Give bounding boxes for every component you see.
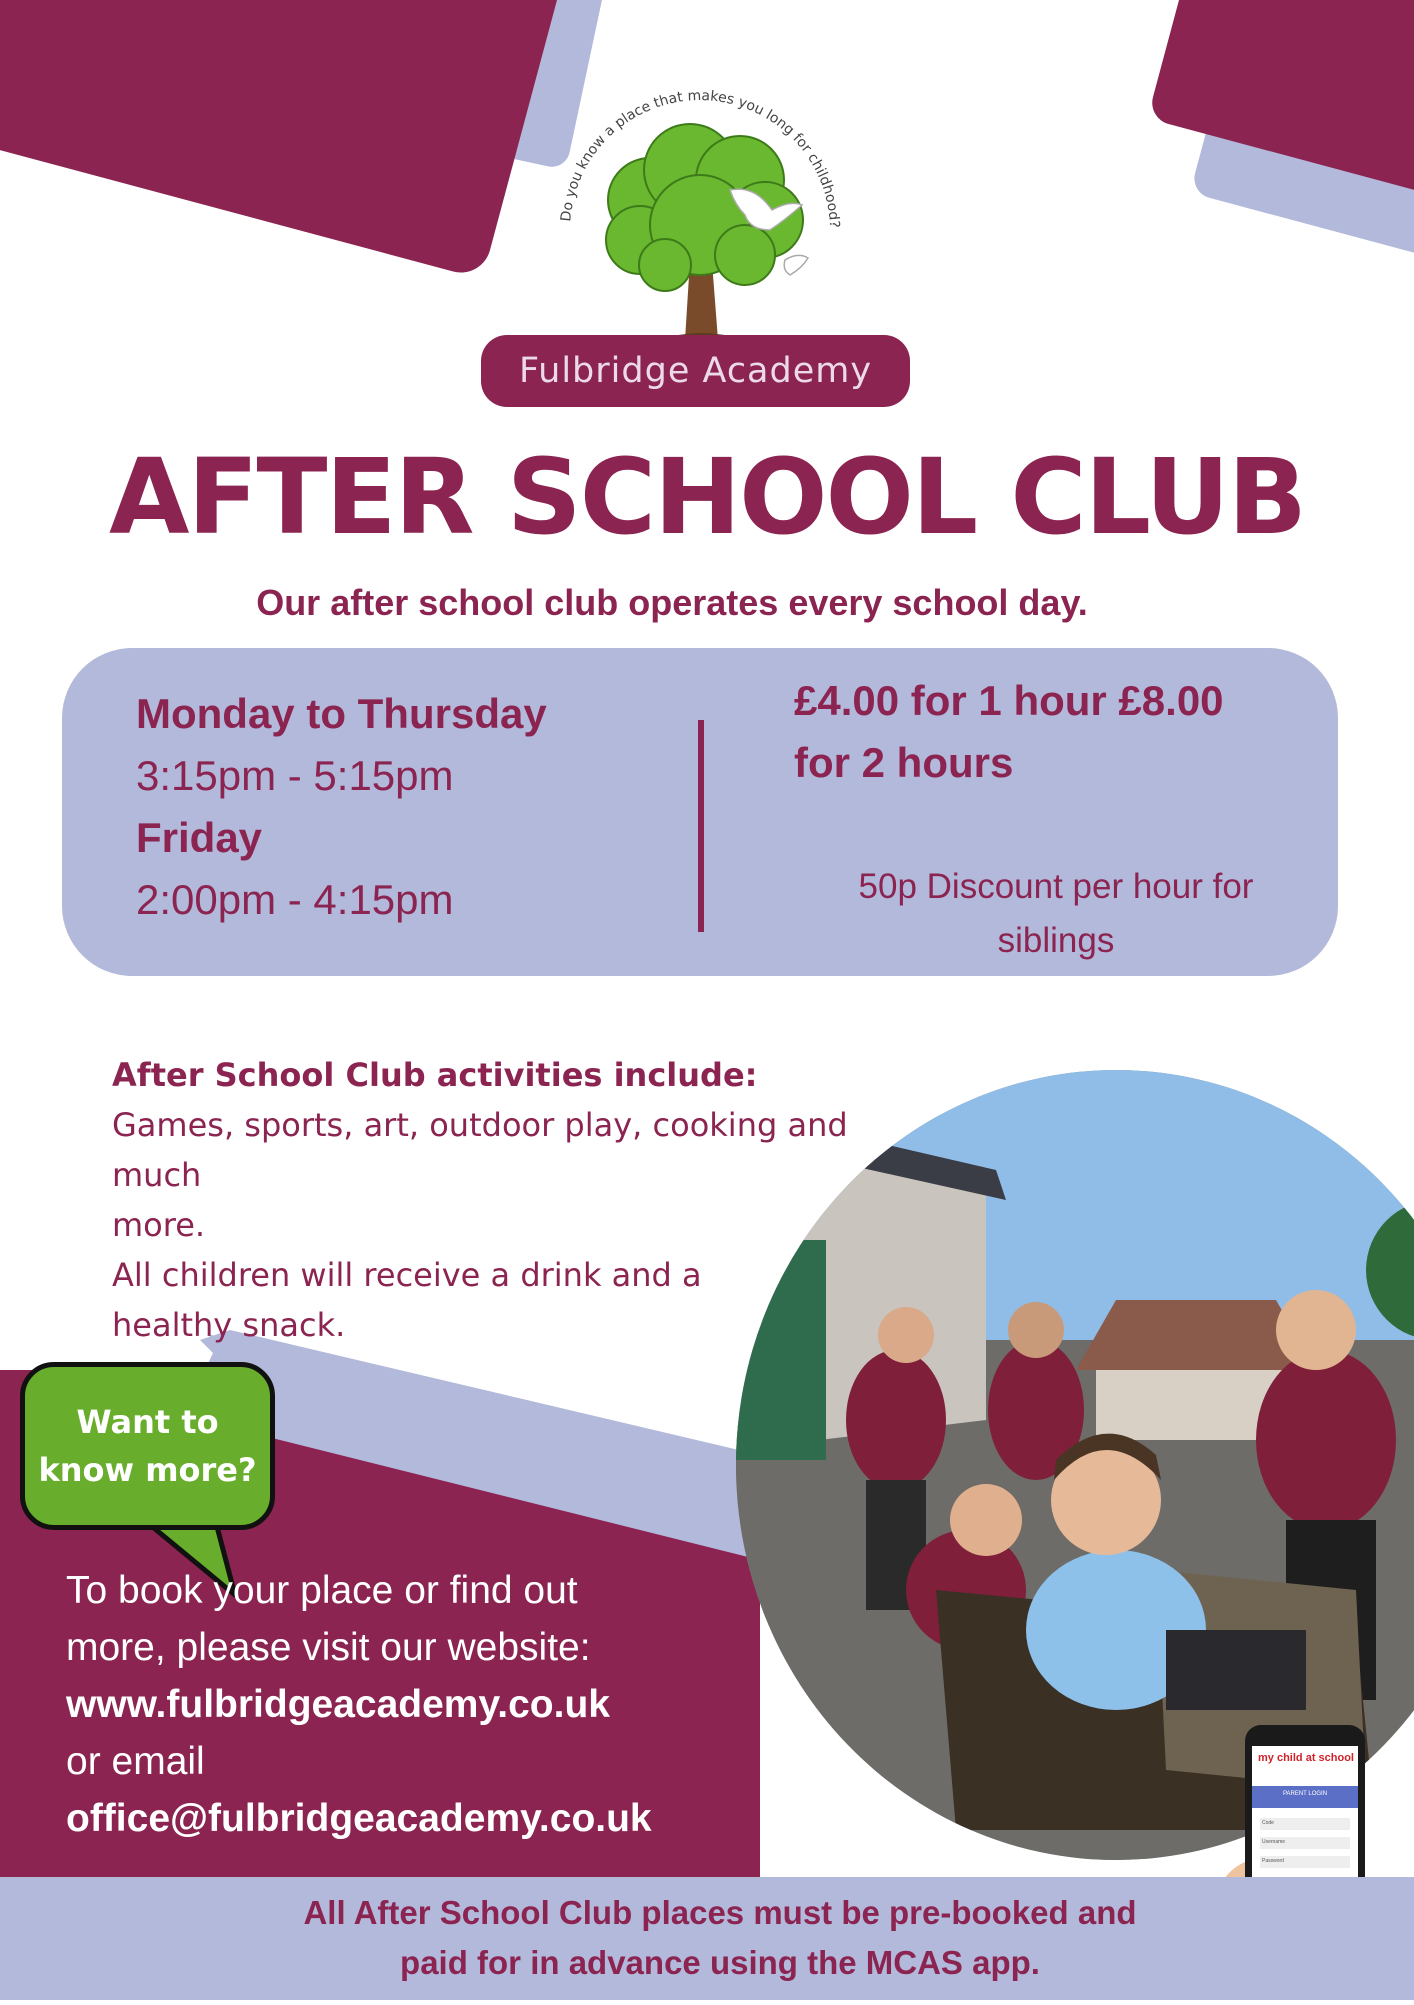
page-title: AFTER SCHOOL CLUB bbox=[109, 436, 1305, 558]
school-logo bbox=[540, 90, 860, 350]
phone-brand-text: my child at school bbox=[1258, 1752, 1354, 1764]
discount-line-2: siblings bbox=[997, 921, 1115, 960]
page-subtitle: Our after school club operates every school day. bbox=[256, 582, 1088, 623]
email-link[interactable]: office@fulbridgeacademy.co.uk bbox=[66, 1797, 652, 1840]
phone-username-field: Username bbox=[1262, 1839, 1286, 1845]
activities-line-3: All children will receive a drink and a bbox=[112, 1256, 702, 1294]
hours-days-friday: Friday bbox=[136, 814, 263, 861]
contact-section bbox=[66, 1562, 746, 1847]
footer-line-1: All After School Club places must be pre-booked and bbox=[303, 1894, 1137, 1931]
sibling-discount bbox=[816, 860, 1296, 968]
hours-time-mon-thu: 3:15pm - 5:15pm bbox=[136, 752, 454, 799]
contact-line-3: or email bbox=[66, 1740, 205, 1783]
activities-line-4: healthy snack. bbox=[112, 1306, 346, 1344]
footer-notice bbox=[240, 1888, 1200, 1988]
contact-line-1: To book your place or find out bbox=[66, 1569, 578, 1612]
activities-heading: After School Club activities include: bbox=[112, 1056, 758, 1094]
top-left-maroon-block bbox=[0, 0, 575, 279]
phone-screen-title: PARENT LOGIN bbox=[1282, 1791, 1328, 1797]
hours-time-friday: 2:00pm - 4:15pm bbox=[136, 876, 454, 923]
tree-with-doves-icon bbox=[540, 90, 860, 350]
price-line-2: for 2 hours bbox=[794, 739, 1014, 786]
footer-line-2: paid for in advance using the MCAS app. bbox=[400, 1944, 1040, 1981]
school-name-badge: Fulbridge Academy bbox=[481, 335, 910, 407]
website-link[interactable]: www.fulbridgeacademy.co.uk bbox=[66, 1683, 610, 1726]
phone-code-field: Code bbox=[1262, 1820, 1274, 1826]
panel-divider bbox=[698, 720, 704, 932]
price-line-1: £4.00 for 1 hour £8.00 bbox=[794, 677, 1224, 724]
want-to-know-more-bubble bbox=[20, 1362, 275, 1530]
hours-days-mon-thu: Monday to Thursday bbox=[136, 690, 547, 737]
activities-line-1: Games, sports, art, outdoor play, cooking and much bbox=[112, 1106, 848, 1194]
activities-line-2: more. bbox=[112, 1206, 206, 1244]
bubble-line-2: know more? bbox=[38, 1451, 257, 1489]
logo-tagline: Do you know a place that makes you long for childhood? bbox=[558, 90, 843, 229]
phone-password-field: Password bbox=[1262, 1858, 1284, 1864]
price-text bbox=[794, 670, 1294, 794]
discount-line-1: 50p Discount per hour for bbox=[858, 867, 1254, 906]
contact-line-2: more, please visit our website: bbox=[66, 1626, 591, 1669]
bubble-line-1: Want to bbox=[76, 1403, 219, 1441]
